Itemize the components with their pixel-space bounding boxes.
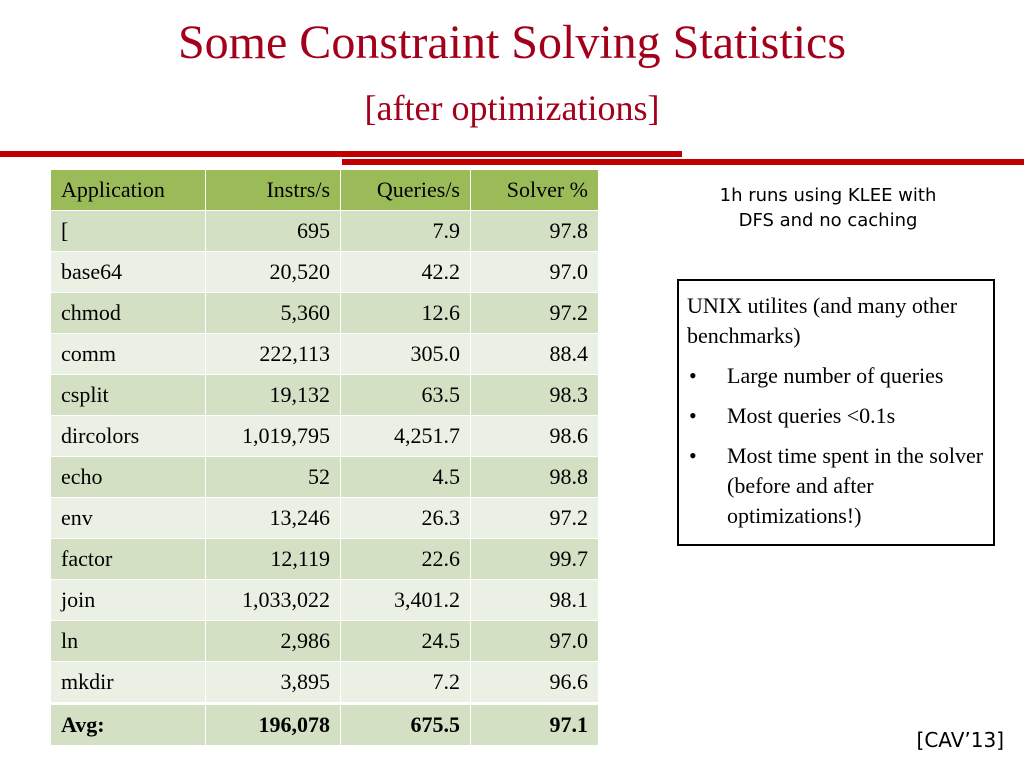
title-rule-lower [342,159,1024,165]
title-rule-upper [0,151,682,157]
table-header-row [51,170,599,211]
bullet-icon: • [689,363,697,388]
cell-instrs: 12,119 [206,539,341,580]
cell-queries: 3,401.2 [341,580,471,621]
cell-instrs: 5,360 [206,293,341,334]
summary-box [677,279,995,546]
cell-queries: 7.2 [341,662,471,704]
bullet-icon: • [689,443,697,468]
average-label: Avg: [51,704,206,746]
bullet-icon: • [689,403,697,428]
table-average-row [51,704,599,746]
cell-application: mkdir [51,662,206,704]
cell-queries: 26.3 [341,498,471,539]
cell-application: echo [51,457,206,498]
cell-queries: 63.5 [341,375,471,416]
run-setup-note-line-2: DFS and no caching [738,210,918,231]
bullet-text: Most time spent in the solver (before and after optimizations!) [727,443,984,528]
table-row [51,293,599,334]
cell-instrs: 222,113 [206,334,341,375]
cell-application: chmod [51,293,206,334]
slide-title: Some Constraint Solving Statistics [177,16,847,69]
list-item [687,361,987,391]
average-queries: 675.5 [341,704,471,746]
cell-queries: 7.9 [341,211,471,252]
summary-intro: UNIX utilites (and many other benchmarks) [687,293,958,348]
cell-solver: 98.1 [471,580,599,621]
cell-application: join [51,580,206,621]
slide-subtitle: [after optimizations] [364,88,660,128]
cell-application: factor [51,539,206,580]
cell-queries: 12.6 [341,293,471,334]
cell-instrs: 20,520 [206,252,341,293]
cell-queries: 42.2 [341,252,471,293]
table-row [51,211,599,252]
cell-solver: 97.0 [471,621,599,662]
cell-queries: 24.5 [341,621,471,662]
cell-instrs: 52 [206,457,341,498]
cell-solver: 98.6 [471,416,599,457]
table-row [51,498,599,539]
summary-bullet-list [687,361,987,531]
table-row [51,539,599,580]
cell-queries: 4.5 [341,457,471,498]
cell-application: csplit [51,375,206,416]
column-header-instrs: Instrs/s [206,170,341,211]
cell-solver: 96.6 [471,662,599,704]
cell-application: base64 [51,252,206,293]
table-row [51,375,599,416]
average-instrs: 196,078 [206,704,341,746]
cell-instrs: 695 [206,211,341,252]
cell-instrs: 13,246 [206,498,341,539]
citation: [CAV’13] [916,728,1004,752]
average-solver: 97.1 [471,704,599,746]
bullet-text: Large number of queries [727,363,944,388]
cell-queries: 22.6 [341,539,471,580]
cell-instrs: 2,986 [206,621,341,662]
list-item [687,401,987,431]
cell-instrs: 1,019,795 [206,416,341,457]
cell-solver: 97.2 [471,498,599,539]
table-row [51,416,599,457]
cell-instrs: 1,033,022 [206,580,341,621]
cell-solver: 98.3 [471,375,599,416]
column-header-queries: Queries/s [341,170,471,211]
cell-instrs: 3,895 [206,662,341,704]
table-row [51,580,599,621]
cell-solver: 97.8 [471,211,599,252]
cell-solver: 98.8 [471,457,599,498]
bullet-text: Most queries <0.1s [727,403,896,428]
table-row [51,662,599,704]
cell-solver: 97.2 [471,293,599,334]
cell-application: comm [51,334,206,375]
column-header-solver: Solver % [471,170,599,211]
cell-solver: 97.0 [471,252,599,293]
list-item [687,441,987,531]
cell-solver: 88.4 [471,334,599,375]
cell-application: [ [51,211,206,252]
table-row [51,621,599,662]
cell-instrs: 19,132 [206,375,341,416]
cell-application: ln [51,621,206,662]
table-row [51,457,599,498]
statistics-table [50,169,599,746]
table-row [51,334,599,375]
cell-queries: 4,251.7 [341,416,471,457]
cell-queries: 305.0 [341,334,471,375]
cell-application: dircolors [51,416,206,457]
run-setup-note [668,183,988,233]
column-header-application: Application [51,170,206,211]
cell-solver: 99.7 [471,539,599,580]
run-setup-note-line-1: 1h runs using KLEE with [719,185,937,206]
table-row [51,252,599,293]
cell-application: env [51,498,206,539]
